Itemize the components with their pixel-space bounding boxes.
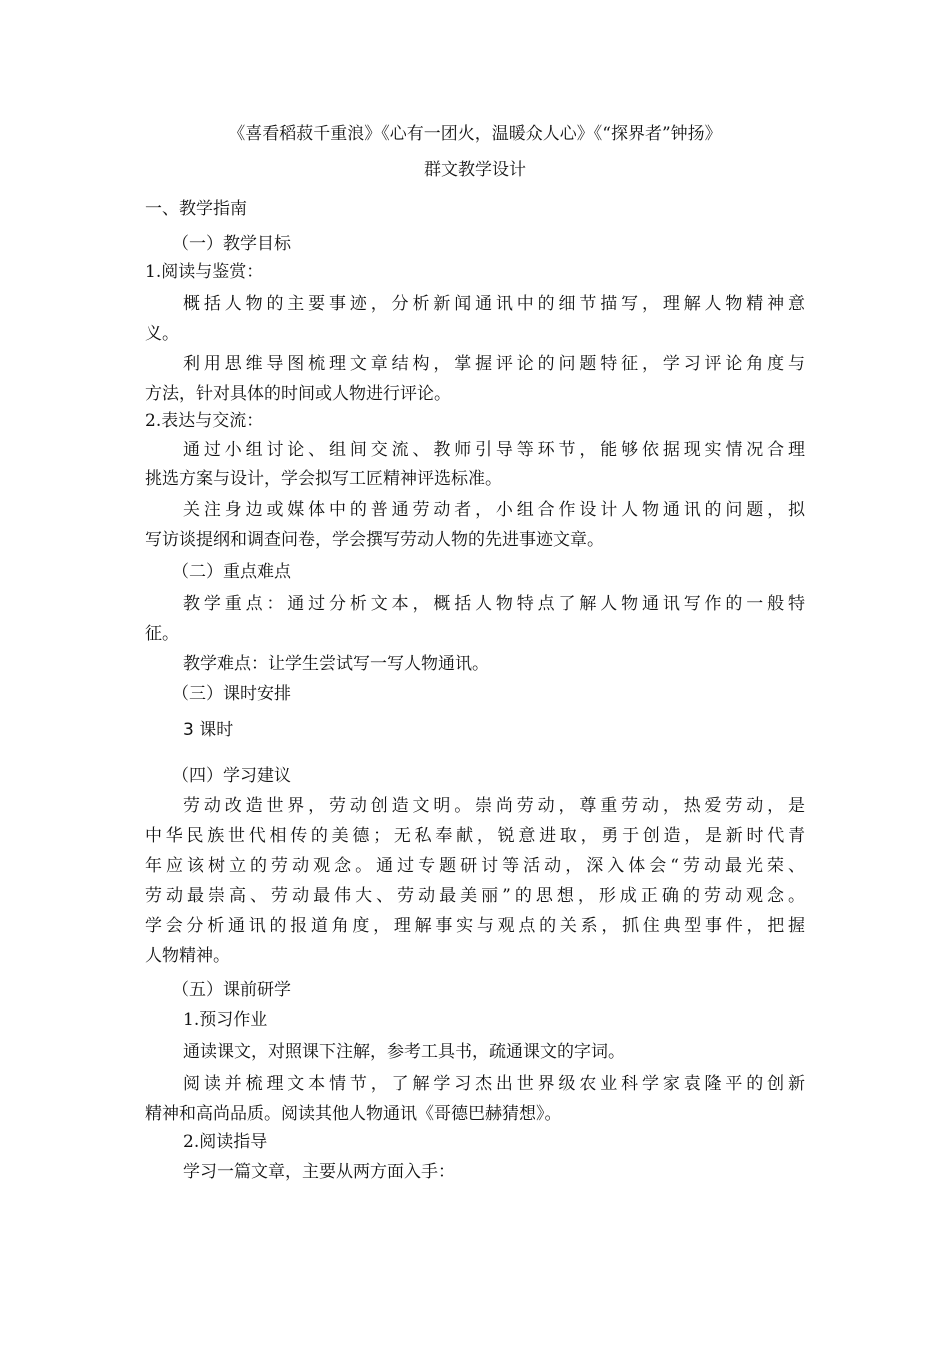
subheading-suggestions: （四）学习建议	[172, 766, 291, 786]
paragraph-line: 征。	[145, 624, 179, 644]
schedule-value	[183, 718, 233, 742]
paragraph-line: 劳动最崇高、劳动最伟大、劳动最美丽”的思想，形成正确的劳动观念。	[145, 886, 805, 906]
schedule-number: 3	[183, 720, 194, 740]
paragraph-line: 年应该树立的劳动观念。通过专题研讨等活动，深入体会“劳动最光荣、	[145, 856, 805, 876]
paragraph-line: 学习一篇文章，主要从两方面入手：	[183, 1162, 455, 1182]
paragraph-line: 挑选方案与设计，学会拟写工匠精神评选标准。	[145, 469, 502, 489]
paragraph-line: 阅读并梳理文本情节，了解学习杰出世界级农业科学家袁隆平的创新	[183, 1074, 805, 1094]
paragraph-line: 精神和高尚品质。阅读其他人物通讯《哥德巴赫猜想》。	[145, 1104, 562, 1124]
paragraph-line: 教学重点：通过分析文本，概括人物特点了解人物通讯写作的一般特	[183, 594, 805, 614]
item-reading-guide-label: 2.阅读指导	[183, 1132, 268, 1152]
section-heading-guide: 一、教学指南	[145, 199, 247, 219]
subheading-objectives: （一）教学目标	[172, 234, 291, 254]
item-reading-label: 1.阅读与鉴赏：	[145, 262, 264, 282]
subheading-preclass: （五）课前研学	[172, 980, 291, 1000]
paragraph-line: 劳动改造世界，劳动创造文明。崇尚劳动，尊重劳动，热爱劳动，是	[183, 796, 805, 816]
paragraph-line: 学会分析通讯的报道角度，理解事实与观点的关系，抓住典型事件，把握	[145, 916, 805, 936]
item-expression-label: 2.表达与交流：	[145, 411, 264, 431]
schedule-unit: 课时	[199, 720, 234, 740]
paragraph-line: 人物精神。	[145, 946, 230, 966]
doc-title-line2: 群文教学设计	[424, 160, 526, 180]
subheading-key-points: （二）重点难点	[172, 562, 291, 582]
paragraph-line: 通过小组讨论、组间交流、教师引导等环节，能够依据现实情况合理	[183, 440, 805, 460]
paragraph-line: 利用思维导图梳理文章结构，掌握评论的问题特征，学习评论角度与	[183, 354, 805, 374]
paragraph-line: 方法，针对具体的时间或人物进行评论。	[145, 384, 451, 404]
item-preview-label: 1.预习作业	[183, 1010, 268, 1030]
paragraph-line: 写访谈提纲和调查问卷，学会撰写劳动人物的先进事迹文章。	[145, 530, 604, 550]
paragraph-line: 概括人物的主要事迹，分析新闻通讯中的细节描写，理解人物精神意	[183, 294, 805, 314]
doc-title-line1: 《喜看稻菽千重浪》《心有一团火，温暖众人心》《“探界者”钟扬》	[228, 124, 722, 144]
paragraph-line: 关注身边或媒体中的普通劳动者，小组合作设计人物通讯的问题，拟	[183, 500, 805, 520]
subheading-schedule: （三）课时安排	[172, 684, 291, 704]
paragraph-line: 义。	[145, 324, 179, 344]
paragraph-line: 中华民族世代相传的美德；无私奉献，锐意进取，勇于创造，是新时代青	[145, 826, 805, 846]
paragraph-line: 通读课文，对照课下注解，参考工具书，疏通课文的字词。	[183, 1042, 625, 1062]
paragraph-line: 教学难点：让学生尝试写一写人物通讯。	[183, 654, 489, 674]
